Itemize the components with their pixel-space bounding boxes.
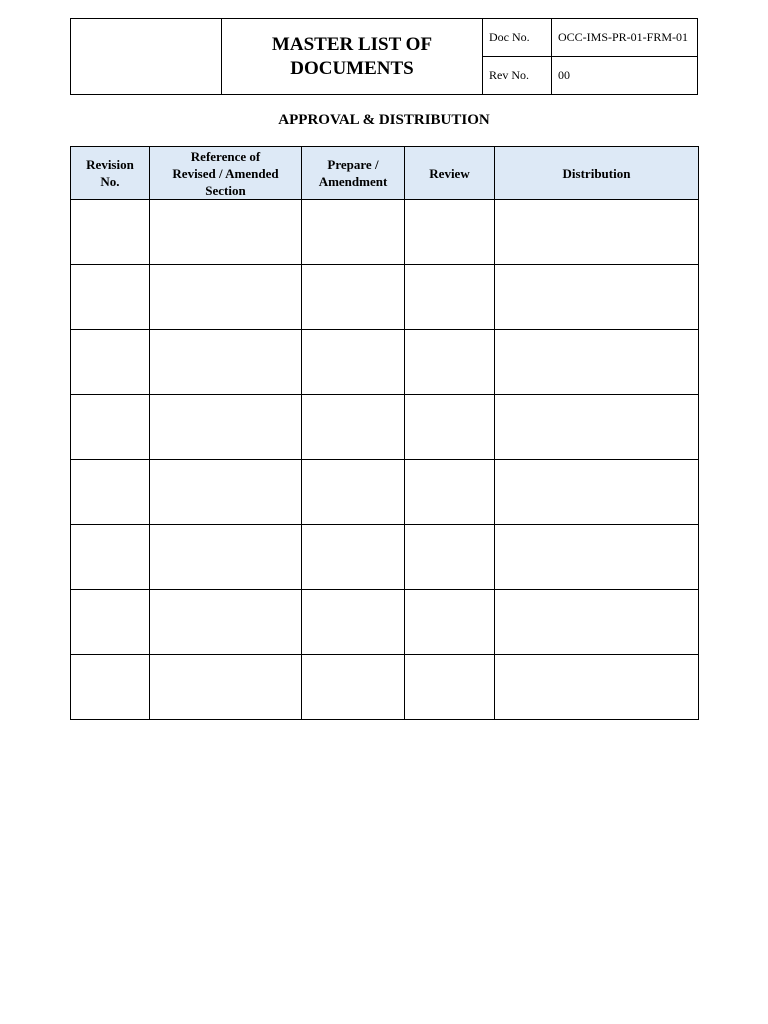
table-cell[interactable] <box>150 330 302 395</box>
table-row <box>71 590 699 655</box>
column-header-distribution <box>495 147 699 200</box>
rev-no-value: 00 <box>552 57 698 95</box>
header-line: No. <box>100 174 120 189</box>
table-cell[interactable] <box>302 460 405 525</box>
header-line: Section <box>205 182 246 198</box>
table-cell[interactable] <box>150 590 302 655</box>
table-cell[interactable] <box>150 265 302 330</box>
column-header-review <box>405 147 495 200</box>
table-cell[interactable] <box>405 460 495 525</box>
table-row <box>71 395 699 460</box>
table-row <box>71 330 699 395</box>
header-line: Prepare / <box>327 157 379 172</box>
table-cell[interactable] <box>405 395 495 460</box>
logo-cell <box>71 19 222 95</box>
table-cell[interactable] <box>405 525 495 590</box>
table-row <box>71 525 699 590</box>
table-cell[interactable] <box>302 525 405 590</box>
table-row <box>71 265 699 330</box>
table-cell[interactable] <box>405 265 495 330</box>
table-cell[interactable] <box>302 590 405 655</box>
table-cell[interactable] <box>495 460 699 525</box>
table-cell[interactable] <box>71 590 150 655</box>
table-cell[interactable] <box>495 525 699 590</box>
document-title <box>222 19 483 95</box>
table-body <box>71 200 699 720</box>
header-line: Distribution <box>562 165 631 181</box>
table-cell[interactable] <box>405 330 495 395</box>
table-row <box>71 460 699 525</box>
table-cell[interactable] <box>71 655 150 720</box>
title-line-2: DOCUMENTS <box>290 57 414 79</box>
table-cell[interactable] <box>302 330 405 395</box>
table-cell[interactable] <box>150 460 302 525</box>
table-cell[interactable] <box>302 265 405 330</box>
table-cell[interactable] <box>302 395 405 460</box>
table-row <box>71 200 699 265</box>
doc-no-value: OCC-IMS-PR-01-FRM-01 <box>552 19 698 57</box>
table-cell[interactable] <box>150 525 302 590</box>
table-cell[interactable] <box>71 525 150 590</box>
table-cell[interactable] <box>150 395 302 460</box>
table-cell[interactable] <box>302 200 405 265</box>
table-cell[interactable] <box>405 655 495 720</box>
header-line: Reference of <box>190 148 261 164</box>
doc-no-label: Doc No. <box>483 19 552 57</box>
table-cell[interactable] <box>71 460 150 525</box>
rev-no-label: Rev No. <box>483 57 552 95</box>
header-line: Revised / Amended <box>172 165 279 181</box>
table-row <box>71 655 699 720</box>
table-cell[interactable] <box>495 655 699 720</box>
table-cell[interactable] <box>150 200 302 265</box>
column-header-revision-no <box>71 147 150 200</box>
table-cell[interactable] <box>71 330 150 395</box>
document-header <box>70 18 698 95</box>
section-title: APPROVAL & DISTRIBUTION <box>278 112 490 128</box>
table-cell[interactable] <box>71 395 150 460</box>
table-cell[interactable] <box>495 330 699 395</box>
table-cell[interactable] <box>71 200 150 265</box>
table-cell[interactable] <box>495 590 699 655</box>
table-cell[interactable] <box>405 590 495 655</box>
table-cell[interactable] <box>495 395 699 460</box>
column-header-reference <box>150 147 302 200</box>
table-cell[interactable] <box>495 200 699 265</box>
table-cell[interactable] <box>71 265 150 330</box>
table-cell[interactable] <box>150 655 302 720</box>
table-cell[interactable] <box>495 265 699 330</box>
table-cell[interactable] <box>405 200 495 265</box>
header-line: Revision <box>86 157 134 172</box>
table-cell[interactable] <box>302 655 405 720</box>
approval-distribution-table <box>70 146 699 720</box>
header-line: Review <box>429 165 470 181</box>
column-header-prepare-amendment <box>302 147 405 200</box>
title-line-1: MASTER LIST OF <box>271 33 433 55</box>
header-line: Amendment <box>318 174 388 189</box>
